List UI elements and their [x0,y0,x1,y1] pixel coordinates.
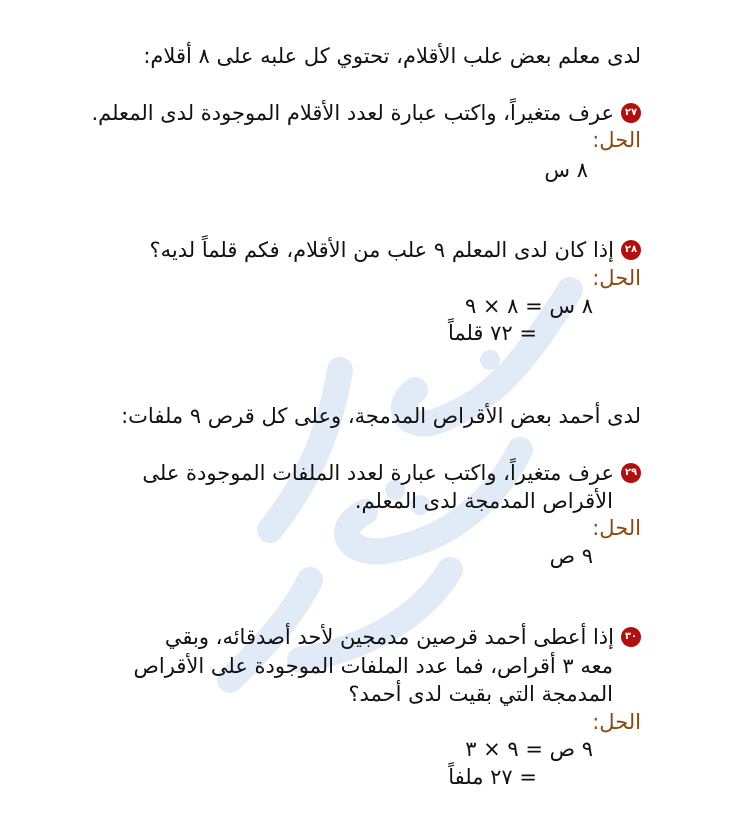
question-text-line-3: المدمجة التي بقيت لدى أحمد؟ [348,682,613,706]
question-text-line-2: الأقراص المدمجة لدى المعلم. [354,489,613,513]
answer-29: ٩ ص [549,544,593,568]
question-text-line-2: معه ٣ أقراص، فما عدد الملفات الموجودة على الأقراص [133,654,613,678]
solution-step-1: ٨ س = ٨ × ٩ [464,294,593,318]
question-number-badge: ٣٠ [621,627,641,647]
question-text-line-1: عرف متغيراً، واكتب عبارة لعدد الملفات الموجودة على [142,461,614,485]
solution-label: الحل: [592,516,641,540]
answer-27: ٨ س [544,158,588,182]
solution-step-1: ٩ ص = ٩ × ٣ [465,737,593,761]
question-text: عرف متغيراً، واكتب عبارة لعدد الأقلام الموجودة لدى المعلم. [91,101,614,125]
question-27 [91,100,641,126]
intro-discs: لدى أحمد بعض الأقراص المدمجة، وعلى كل قرص ٩ ملفات: [121,404,641,428]
solution-label: الحل: [592,266,641,290]
solution-step-2: = ٧٢ قلماً [447,321,537,345]
solution-label: الحل: [592,128,641,152]
question-number-badge: ٢٧ [621,103,641,123]
question-text: إذا كان لدى المعلم ٩ علب من الأقلام، فكم قلماً لديه؟ [149,238,614,262]
question-29 [142,460,641,486]
question-number-badge: ٢٨ [621,240,641,260]
solution-label: الحل: [592,710,641,734]
intro-pens: لدى معلم بعض علب الأقلام، تحتوي كل علبه على ٨ أقلام: [143,44,641,68]
question-30 [165,624,641,650]
question-28 [150,237,642,263]
question-text-line-1: إذا أعطى أحمد قرصين مدمجين لأحد أصدقائه، وبقي [164,625,614,649]
solution-step-2: = ٢٧ ملفاً [448,765,537,789]
question-number-badge: ٢٩ [621,463,641,483]
